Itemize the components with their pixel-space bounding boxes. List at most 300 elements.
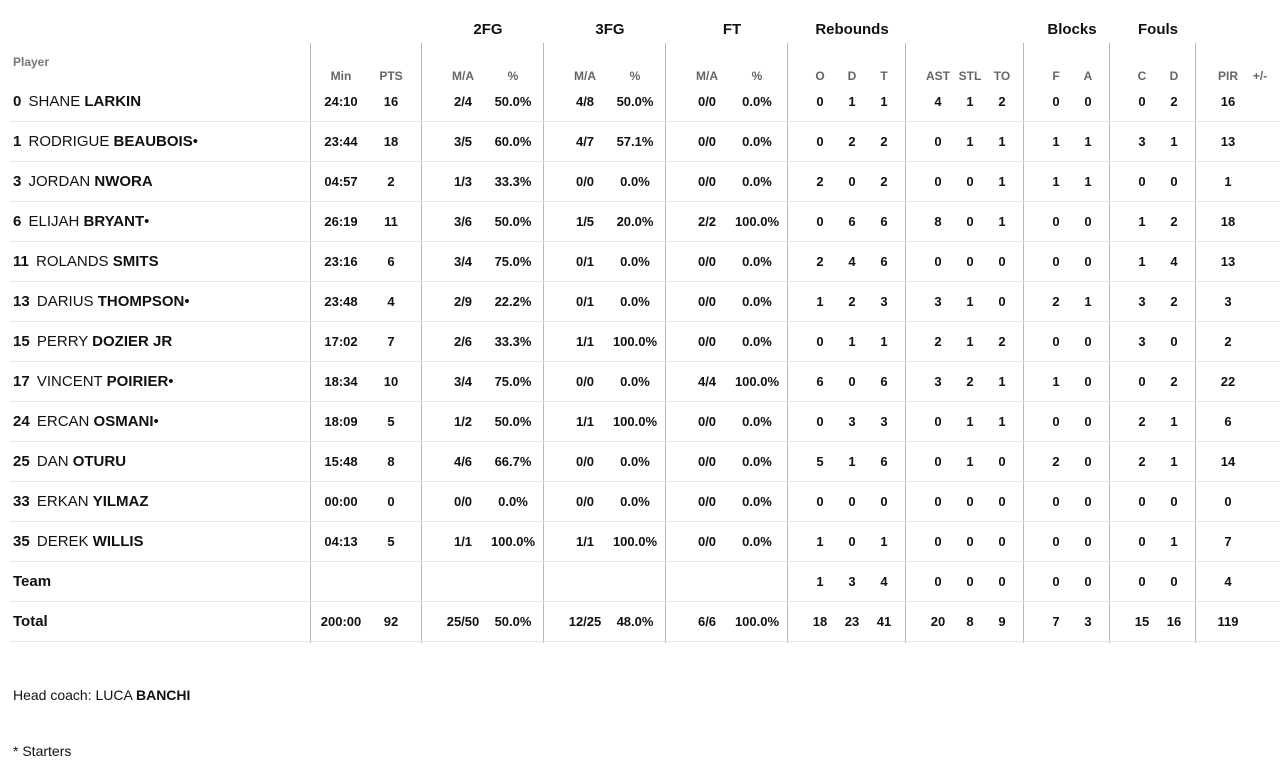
stat-cell: 0	[848, 534, 856, 549]
stat-cell: 18:09	[324, 414, 358, 429]
head-coach-first-name: LUCA	[95, 687, 133, 703]
stat-cell: 1	[966, 414, 974, 429]
stat-cell: 23	[844, 614, 860, 629]
stat-cell: 0	[1052, 534, 1060, 549]
stat-cell: 0	[966, 254, 974, 269]
stat-cell: 4	[934, 94, 942, 109]
stat-cell: 18	[812, 614, 828, 629]
stat-cell: 1	[966, 294, 974, 309]
stat-cell: 50.0%	[616, 94, 654, 109]
stat-cell: 0	[880, 494, 888, 509]
stat-cell: 1	[1170, 454, 1178, 469]
stat-cell: 0	[816, 494, 824, 509]
stat-cell: 2/6	[453, 334, 473, 349]
player-row	[0, 442, 1288, 482]
stat-cell: 14	[1220, 454, 1236, 469]
player-row	[0, 362, 1288, 402]
stat-cell: 0	[1170, 574, 1178, 589]
stat-cell: 1	[966, 94, 974, 109]
stat-cell: 0	[1084, 414, 1092, 429]
group-header-fouls: Fouls	[1138, 21, 1178, 38]
stat-cell: 1	[880, 534, 888, 549]
player-first: DAN	[36, 453, 69, 470]
stat-cell: 23:48	[324, 294, 358, 309]
stat-cell: 1/1	[453, 534, 473, 549]
stat-cell: 1/1	[575, 534, 595, 549]
player-first: SHANE	[28, 93, 81, 110]
stat-cell: 00:00	[324, 494, 358, 509]
stat-cell: 24:10	[324, 94, 358, 109]
player-last: WILLIS	[92, 533, 144, 550]
stat-cell: 100.0%	[490, 534, 536, 549]
row-divider	[10, 641, 1280, 642]
stat-cell: 4	[1224, 574, 1232, 589]
player-first: ERCAN	[36, 413, 90, 430]
stat-cell: 0.0%	[742, 294, 772, 309]
stat-cell: 0	[934, 454, 942, 469]
stat-cell: 0	[934, 494, 942, 509]
stat-cell: 50.0%	[494, 94, 532, 109]
stat-cell: 6	[880, 214, 888, 229]
stat-cell: 1	[1052, 134, 1060, 149]
stat-cell: 5	[387, 414, 395, 429]
stat-cell: 6	[880, 454, 888, 469]
stat-cell: 4/7	[575, 134, 595, 149]
stat-cell: 2	[1170, 94, 1178, 109]
stat-cell: 1	[1138, 254, 1146, 269]
player-last: OSMANI	[93, 413, 154, 430]
column-header: AST	[926, 69, 950, 83]
column-header: %	[629, 69, 641, 83]
player-number: 25	[13, 453, 30, 470]
stat-cell: 0/1	[575, 294, 595, 309]
stat-cell: 1	[998, 414, 1006, 429]
stat-cell: 2	[848, 294, 856, 309]
column-header: O	[815, 69, 825, 83]
stat-cell: 0/0	[575, 374, 595, 389]
stat-cell: 0.0%	[620, 294, 650, 309]
player-row	[0, 202, 1288, 242]
stat-cell: 0.0%	[742, 94, 772, 109]
stat-cell: 2	[848, 134, 856, 149]
stat-cell: 100.0%	[734, 214, 780, 229]
stat-cell: 1	[966, 334, 974, 349]
stat-cell: 15	[1134, 614, 1150, 629]
column-header: M/A	[696, 69, 718, 83]
stat-cell: 6	[387, 254, 395, 269]
stat-cell: 0/0	[697, 534, 717, 549]
stat-cell: 0	[1084, 374, 1092, 389]
stat-cell: 0/0	[697, 414, 717, 429]
stat-cell: 20	[930, 614, 946, 629]
stat-cell: 92	[383, 614, 399, 629]
stat-cell: 3/6	[453, 214, 473, 229]
stat-cell: 1	[998, 214, 1006, 229]
stat-cell: 7	[387, 334, 395, 349]
stat-cell: 0/0	[697, 94, 717, 109]
stat-cell: 0/0	[697, 294, 717, 309]
stat-cell: 4/8	[575, 94, 595, 109]
stat-cell: 13	[1220, 254, 1236, 269]
stat-cell: 2	[1170, 374, 1178, 389]
stat-cell: 1	[1170, 134, 1178, 149]
stat-cell: 3	[880, 294, 888, 309]
head-coach-line	[13, 687, 190, 703]
stat-cell: 0	[848, 494, 856, 509]
player-last: THOMPSON	[97, 293, 185, 310]
column-header: D	[1169, 69, 1179, 83]
stat-cell: 0	[1170, 174, 1178, 189]
player-column-header: Player	[13, 55, 50, 69]
player-last: POIRIER	[106, 373, 169, 390]
stat-cell: 1	[848, 334, 856, 349]
stat-cell: 22	[1220, 374, 1236, 389]
stat-cell: 5	[816, 454, 824, 469]
player-row	[0, 282, 1288, 322]
stat-cell: 1	[1084, 174, 1092, 189]
player-first: PERRY	[36, 333, 88, 350]
player-first: ELIJAH	[28, 213, 80, 230]
stat-cell: 7	[1052, 614, 1060, 629]
stat-cell: 1/3	[453, 174, 473, 189]
stat-cell: 2/9	[453, 294, 473, 309]
player-starter: •	[144, 213, 150, 230]
stat-cell: 3	[848, 414, 856, 429]
stat-cell: 0.0%	[742, 174, 772, 189]
team-row	[0, 562, 1288, 602]
stat-cell: 2	[816, 254, 824, 269]
player-name	[13, 82, 141, 122]
starters-footnote: * Starters	[13, 743, 72, 759]
stat-cell: 15:48	[324, 454, 358, 469]
stat-cell: 1	[848, 94, 856, 109]
stat-cell: 0.0%	[620, 374, 650, 389]
stat-cell: 1	[998, 374, 1006, 389]
stat-cell: 3	[934, 374, 942, 389]
stat-cell: 2	[1138, 414, 1146, 429]
player-last: BRYANT	[83, 213, 145, 230]
stat-cell: 0/0	[697, 334, 717, 349]
column-header: D	[847, 69, 857, 83]
stat-cell: 23:44	[324, 134, 358, 149]
stat-cell: 1/1	[575, 414, 595, 429]
player-first: ERKAN	[36, 493, 89, 510]
stat-cell: 6/6	[697, 614, 717, 629]
stat-cell: 0	[966, 574, 974, 589]
stat-cell: 50.0%	[494, 214, 532, 229]
stat-cell: 20.0%	[616, 214, 654, 229]
stat-cell: 1	[966, 454, 974, 469]
player-name	[13, 162, 153, 202]
stat-cell: 1/1	[575, 334, 595, 349]
stat-cell: 6	[880, 374, 888, 389]
stat-cell: 100.0%	[612, 534, 658, 549]
group-header-2fg: 2FG	[473, 21, 503, 38]
stat-cell: 0	[998, 254, 1006, 269]
team-row-label-text: Team	[13, 573, 52, 590]
stat-cell: 0	[1138, 94, 1146, 109]
stat-cell: 0.0%	[742, 134, 772, 149]
stat-cell: 2	[1138, 454, 1146, 469]
stat-cell: 6	[848, 214, 856, 229]
group-header-ft: FT	[722, 21, 742, 38]
stat-cell: 18	[1220, 214, 1236, 229]
stat-cell: 0	[966, 494, 974, 509]
player-last: DOZIER JR	[92, 333, 173, 350]
player-first: JORDAN	[28, 173, 91, 190]
stat-cell: 0	[1084, 574, 1092, 589]
stat-cell: 0	[1138, 574, 1146, 589]
stat-cell: 0	[934, 574, 942, 589]
stat-cell: 0	[1052, 254, 1060, 269]
stat-cell: 0	[1052, 214, 1060, 229]
stat-cell: 2	[1052, 454, 1060, 469]
stat-cell: 3	[880, 414, 888, 429]
stat-cell: 2	[998, 94, 1006, 109]
stat-cell: 1	[1052, 174, 1060, 189]
player-row	[0, 402, 1288, 442]
stat-cell: 0	[816, 334, 824, 349]
head-coach-prefix: Head coach:	[13, 687, 92, 703]
stat-cell: 2	[966, 374, 974, 389]
player-last: YILMAZ	[92, 493, 149, 510]
stat-cell: 5	[387, 534, 395, 549]
stat-cell: 0.0%	[742, 334, 772, 349]
stat-cell: 4/6	[453, 454, 473, 469]
stat-cell: 100.0%	[612, 414, 658, 429]
stat-cell: 6	[1224, 414, 1232, 429]
stat-cell: 0	[934, 534, 942, 549]
player-name	[13, 522, 144, 562]
stat-cell: 0	[966, 534, 974, 549]
stat-cell: 0	[998, 534, 1006, 549]
column-header: %	[751, 69, 763, 83]
stat-cell: 8	[934, 214, 942, 229]
stat-cell: 0/0	[697, 254, 717, 269]
head-coach-last-name: BANCHI	[135, 687, 191, 703]
stat-cell: 0	[1052, 494, 1060, 509]
stat-cell: 1	[816, 294, 824, 309]
stat-cell: 23:16	[324, 254, 358, 269]
column-header: PIR	[1217, 69, 1239, 83]
stat-cell: 1/2	[453, 414, 473, 429]
stat-cell: 0/0	[453, 494, 473, 509]
stat-cell: 0	[934, 134, 942, 149]
stat-cell: 0	[934, 414, 942, 429]
stat-cell: 2	[880, 174, 888, 189]
stat-cell: 1	[848, 454, 856, 469]
stat-cell: 2	[1224, 334, 1232, 349]
stat-cell: 0/0	[575, 494, 595, 509]
stat-cell: 04:57	[324, 174, 358, 189]
stat-cell: 2/2	[697, 214, 717, 229]
stat-cell: 60.0%	[494, 134, 532, 149]
stat-cell: 0	[816, 214, 824, 229]
stat-cell: 0	[816, 414, 824, 429]
stat-cell: 2	[1052, 294, 1060, 309]
column-header: M/A	[452, 69, 474, 83]
stat-cell: 0	[1052, 574, 1060, 589]
column-header: STL	[958, 69, 982, 83]
stat-cell: 26:19	[324, 214, 358, 229]
stat-cell: 0	[1170, 334, 1178, 349]
player-number: 3	[13, 173, 22, 190]
stat-cell: 2	[1170, 294, 1178, 309]
player-number: 6	[13, 213, 22, 230]
stat-cell: 1	[998, 174, 1006, 189]
column-header: C	[1137, 69, 1147, 83]
column-header: M/A	[574, 69, 596, 83]
group-header-blocks: Blocks	[1047, 21, 1097, 38]
player-last: OTURU	[72, 453, 127, 470]
stat-cell: 6	[880, 254, 888, 269]
stat-cell: 0/0	[697, 494, 717, 509]
stat-cell: 33.3%	[494, 174, 532, 189]
stat-cell: 100.0%	[734, 374, 780, 389]
stat-cell: 2	[934, 334, 942, 349]
stat-cell: 0	[1084, 534, 1092, 549]
stat-cell: 0	[966, 214, 974, 229]
stat-cell: 75.0%	[494, 254, 532, 269]
stat-cell: 119	[1217, 614, 1239, 629]
stat-cell: 0.0%	[742, 494, 772, 509]
player-last: SMITS	[112, 253, 159, 270]
stat-cell: 1	[1170, 534, 1178, 549]
player-number: 33	[13, 493, 30, 510]
column-header: +/-	[1252, 69, 1268, 83]
stat-cell: 4/4	[697, 374, 717, 389]
stat-cell: 3	[1138, 134, 1146, 149]
stat-cell: 0/0	[575, 174, 595, 189]
stat-cell: 0	[998, 574, 1006, 589]
player-row	[0, 522, 1288, 562]
stat-cell: 50.0%	[494, 614, 532, 629]
stat-cell: 100.0%	[612, 334, 658, 349]
player-row	[0, 242, 1288, 282]
player-starter: •	[168, 373, 174, 390]
stat-cell: 0.0%	[742, 454, 772, 469]
stat-cell: 0	[1084, 254, 1092, 269]
stat-cell: 3/4	[453, 254, 473, 269]
stat-cell: 25/50	[446, 614, 480, 629]
stat-cell: 1	[816, 574, 824, 589]
player-name	[13, 442, 126, 482]
player-row	[0, 122, 1288, 162]
stat-cell: 0	[387, 494, 395, 509]
stat-cell: 3	[934, 294, 942, 309]
stat-cell: 0.0%	[620, 494, 650, 509]
stat-cell: 1	[1084, 134, 1092, 149]
stat-cell: 8	[966, 614, 974, 629]
stat-cell: 0	[1084, 334, 1092, 349]
stat-cell: 0.0%	[620, 254, 650, 269]
stat-cell: 0/1	[575, 254, 595, 269]
stat-cell: 66.7%	[494, 454, 532, 469]
stat-cell: 1	[880, 94, 888, 109]
player-number: 11	[13, 253, 29, 270]
stat-cell: 2	[1170, 214, 1178, 229]
column-header: T	[880, 69, 888, 83]
stat-cell: 4	[387, 294, 395, 309]
player-name	[13, 362, 174, 402]
stat-cell: 4	[1170, 254, 1178, 269]
player-starter: •	[153, 413, 159, 430]
stat-cell: 0	[1052, 94, 1060, 109]
stat-cell: 4	[848, 254, 856, 269]
stat-cell: 16	[1166, 614, 1182, 629]
stat-cell: 1	[998, 134, 1006, 149]
stat-cell: 0	[1138, 494, 1146, 509]
stat-cell: 0	[1084, 494, 1092, 509]
stat-cell: 3	[1224, 294, 1232, 309]
stat-cell: 2	[998, 334, 1006, 349]
player-starter: •	[184, 293, 190, 310]
stat-cell: 0	[1224, 494, 1232, 509]
stat-cell: 0.0%	[620, 454, 650, 469]
stat-cell: 3	[1138, 334, 1146, 349]
team-row-label	[13, 562, 51, 602]
column-header: Min	[330, 69, 352, 83]
stat-cell: 1/5	[575, 214, 595, 229]
stat-cell: 0	[1170, 494, 1178, 509]
stat-cell: 3/5	[453, 134, 473, 149]
stat-cell: 0	[934, 174, 942, 189]
stat-cell: 1	[816, 534, 824, 549]
group-header-rebounds: Rebounds	[815, 21, 889, 38]
group-header-3fg: 3FG	[595, 21, 625, 38]
player-number: 35	[13, 533, 30, 550]
player-row	[0, 162, 1288, 202]
stat-cell: 0	[848, 174, 856, 189]
stat-cell: 0.0%	[620, 174, 650, 189]
stat-cell: 0/0	[697, 174, 717, 189]
stat-cell: 13	[1220, 134, 1236, 149]
player-first: ROLANDS	[36, 253, 109, 270]
stat-cell: 2/4	[453, 94, 473, 109]
stat-cell: 0	[998, 454, 1006, 469]
player-last: BEAUBOIS	[113, 133, 193, 150]
stat-cell: 6	[816, 374, 824, 389]
player-number: 24	[13, 413, 30, 430]
player-number: 17	[13, 373, 30, 390]
stat-cell: 1	[1138, 214, 1146, 229]
player-number: 1	[13, 133, 22, 150]
stat-cell: 33.3%	[494, 334, 532, 349]
stat-cell: 75.0%	[494, 374, 532, 389]
stat-cell: 18	[383, 134, 399, 149]
stat-cell: 41	[876, 614, 892, 629]
player-first: VINCENT	[36, 373, 103, 390]
stat-cell: 0	[998, 294, 1006, 309]
stat-cell: 1	[1052, 374, 1060, 389]
player-first: DEREK	[36, 533, 89, 550]
stat-cell: 0/0	[697, 134, 717, 149]
stat-cell: 0	[966, 174, 974, 189]
stat-cell: 22.2%	[494, 294, 532, 309]
stat-cell: 7	[1224, 534, 1232, 549]
stat-cell: 0/0	[575, 454, 595, 469]
player-first: RODRIGUE	[28, 133, 110, 150]
stat-cell: 0	[1052, 334, 1060, 349]
stat-cell: 0	[1052, 414, 1060, 429]
stat-cell: 3	[1084, 614, 1092, 629]
stat-cell: 0	[1138, 374, 1146, 389]
stat-cell: 0	[934, 254, 942, 269]
stat-cell: 10	[383, 374, 399, 389]
stat-cell: 12/25	[568, 614, 602, 629]
stat-cell: 50.0%	[494, 414, 532, 429]
stat-cell: 11	[384, 214, 398, 229]
